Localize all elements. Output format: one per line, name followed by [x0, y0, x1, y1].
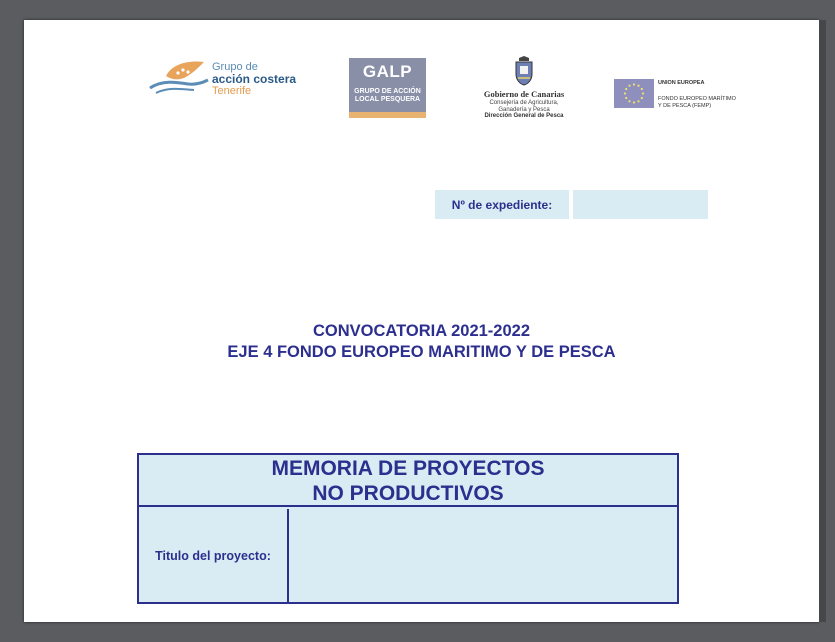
memoria-title-line2: NO PRODUCTIVOS [312, 482, 504, 505]
coat-of-arms-icon [513, 56, 535, 86]
memoria-title-line1: MEMORIA DE PROYECTOS [271, 457, 545, 480]
document-page [24, 20, 819, 622]
eu-fund-line2: Y DE PESCA (FEMP) [658, 102, 712, 109]
galp-subtitle-line2: LOCAL PESQUERA [354, 96, 421, 103]
gobierno-canarias-logo [464, 56, 584, 122]
project-title-field[interactable] [289, 509, 677, 602]
fish-wave-icon [148, 58, 210, 98]
eu-fund [658, 96, 736, 109]
convocatoria-heading: CONVOCATORIA 2021-2022 [312, 322, 531, 340]
project-title-label: Titulo del proyecto: [139, 509, 289, 602]
galp-logo-subtitle [349, 88, 426, 104]
logo-text-line3: Tenerife [212, 85, 252, 97]
galp-subtitle-line1: GRUPO DE ACCIÓN [354, 88, 421, 95]
eje-heading: EJE 4 FONDO EUROPEO MARITIMO Y DE PESCA [227, 343, 616, 361]
consejeria-text [464, 100, 584, 113]
eu-flag-icon [614, 79, 654, 108]
grupo-accion-costera-logo [148, 58, 298, 102]
logo-text-line1: Grupo de [212, 61, 258, 73]
galp-logo-bar [349, 112, 426, 118]
galp-logo-title: GALP [362, 62, 413, 81]
eu-title: UNION EUROPEA [658, 80, 705, 86]
memoria-title [139, 455, 677, 507]
memoria-table [137, 453, 679, 604]
direccion-text: Dirección General de Pesca [484, 113, 564, 119]
logo-text-line2: acción costera [212, 72, 297, 86]
expediente-label: Nº de expediente: [435, 190, 569, 219]
union-europea-logo [614, 79, 744, 111]
expediente-field[interactable] [573, 190, 708, 219]
galp-logo [349, 58, 426, 118]
page-shadow-edge [819, 20, 826, 622]
consejeria-line1: Consejería de Agricultura, [489, 100, 559, 106]
gobierno-name: Gobierno de Canarias [483, 89, 565, 99]
consejeria-line2: Ganadería y Pesca [498, 106, 550, 113]
eu-fund-line1: FONDO EUROPEO MARÍTIMO [658, 96, 736, 102]
